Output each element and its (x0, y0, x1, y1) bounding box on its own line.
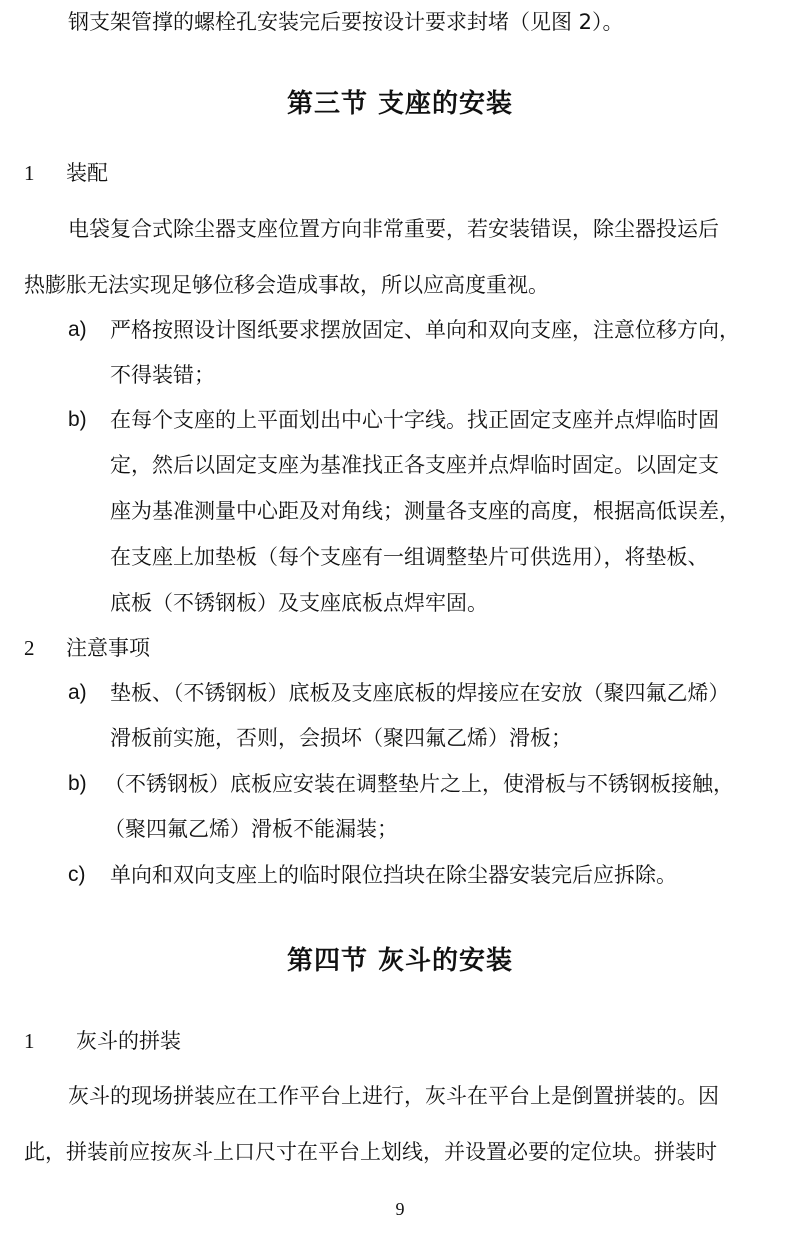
section-4-para1-line1: 灰斗的现场拼装应在工作平台上进行，灰斗在平台上是倒置拼装的。因 (68, 1084, 719, 1108)
section-3-sub1-number: 1 (24, 161, 35, 185)
note-a-label: a) (68, 681, 87, 704)
note-b-line2: （聚四氟乙烯）滑板不能漏装； (104, 817, 398, 841)
item-b-line5: 底板（不锈钢板）及支座底板点焊牢固。 (110, 591, 488, 615)
page-number: 9 (395, 1199, 405, 1219)
section-4-sub1-heading: 灰斗的拼装 (76, 1029, 181, 1053)
note-c-label: c) (68, 863, 86, 886)
section-4-para1-line2: 此，拼装前应按灰斗上口尺寸在平台上划线，并设置必要的定位块。拼装时 (24, 1140, 717, 1164)
intro-line: 钢支架管撑的螺栓孔安装完后要按设计要求封堵（见图 2）。 (68, 10, 624, 34)
section-3-para1-line2: 热膨胀无法实现足够位移会造成事故，所以应高度重视。 (24, 273, 549, 297)
section-3-para1-line1: 电袋复合式除尘器支座位置方向非常重要，若安装错误，除尘器投运后 (68, 217, 719, 241)
section-3-sub1-heading: 装配 (66, 161, 108, 185)
section-3-title: 第三节 支座的安装 (286, 89, 514, 119)
note-a-line2: 滑板前实施，否则，会损坏（聚四氟乙烯）滑板； (110, 726, 572, 750)
item-b-line2: 定，然后以固定支座为基准找正各支座并点焊临时固定。以固定支 (110, 453, 719, 477)
section-4-title: 第四节 灰斗的安装 (286, 946, 514, 976)
item-b-line4: 在支座上加垫板（每个支座有一组调整垫片可供选用），将垫板、 (110, 545, 709, 569)
note-b-line1: （不锈钢板）底板应安装在调整垫片之上，使滑板与不锈钢板接触， (104, 772, 734, 796)
item-a-line2: 不得装错； (110, 363, 215, 387)
note-a-line1: 垫板、（不锈钢板）底板及支座底板的焊接应在安放（聚四氟乙烯） (110, 681, 730, 705)
item-a-label: a) (68, 318, 87, 341)
note-c-line1: 单向和双向支座上的临时限位挡块在除尘器安装完后应拆除。 (110, 863, 677, 887)
section-3-sub2-number: 2 (24, 636, 35, 660)
item-b-label: b) (68, 408, 87, 431)
item-b-line1: 在每个支座的上平面划出中心十字线。找正固定支座并点焊临时固 (110, 408, 719, 432)
section-4-sub1-number: 1 (24, 1029, 35, 1053)
item-a-line1: 严格按照设计图纸要求摆放固定、单向和双向支座，注意位移方向， (110, 318, 740, 342)
section-3-sub2-heading: 注意事项 (66, 636, 150, 660)
item-b-line3: 座为基准测量中心距及对角线；测量各支座的高度，根据高低误差， (110, 499, 740, 523)
note-b-label: b) (68, 772, 87, 795)
